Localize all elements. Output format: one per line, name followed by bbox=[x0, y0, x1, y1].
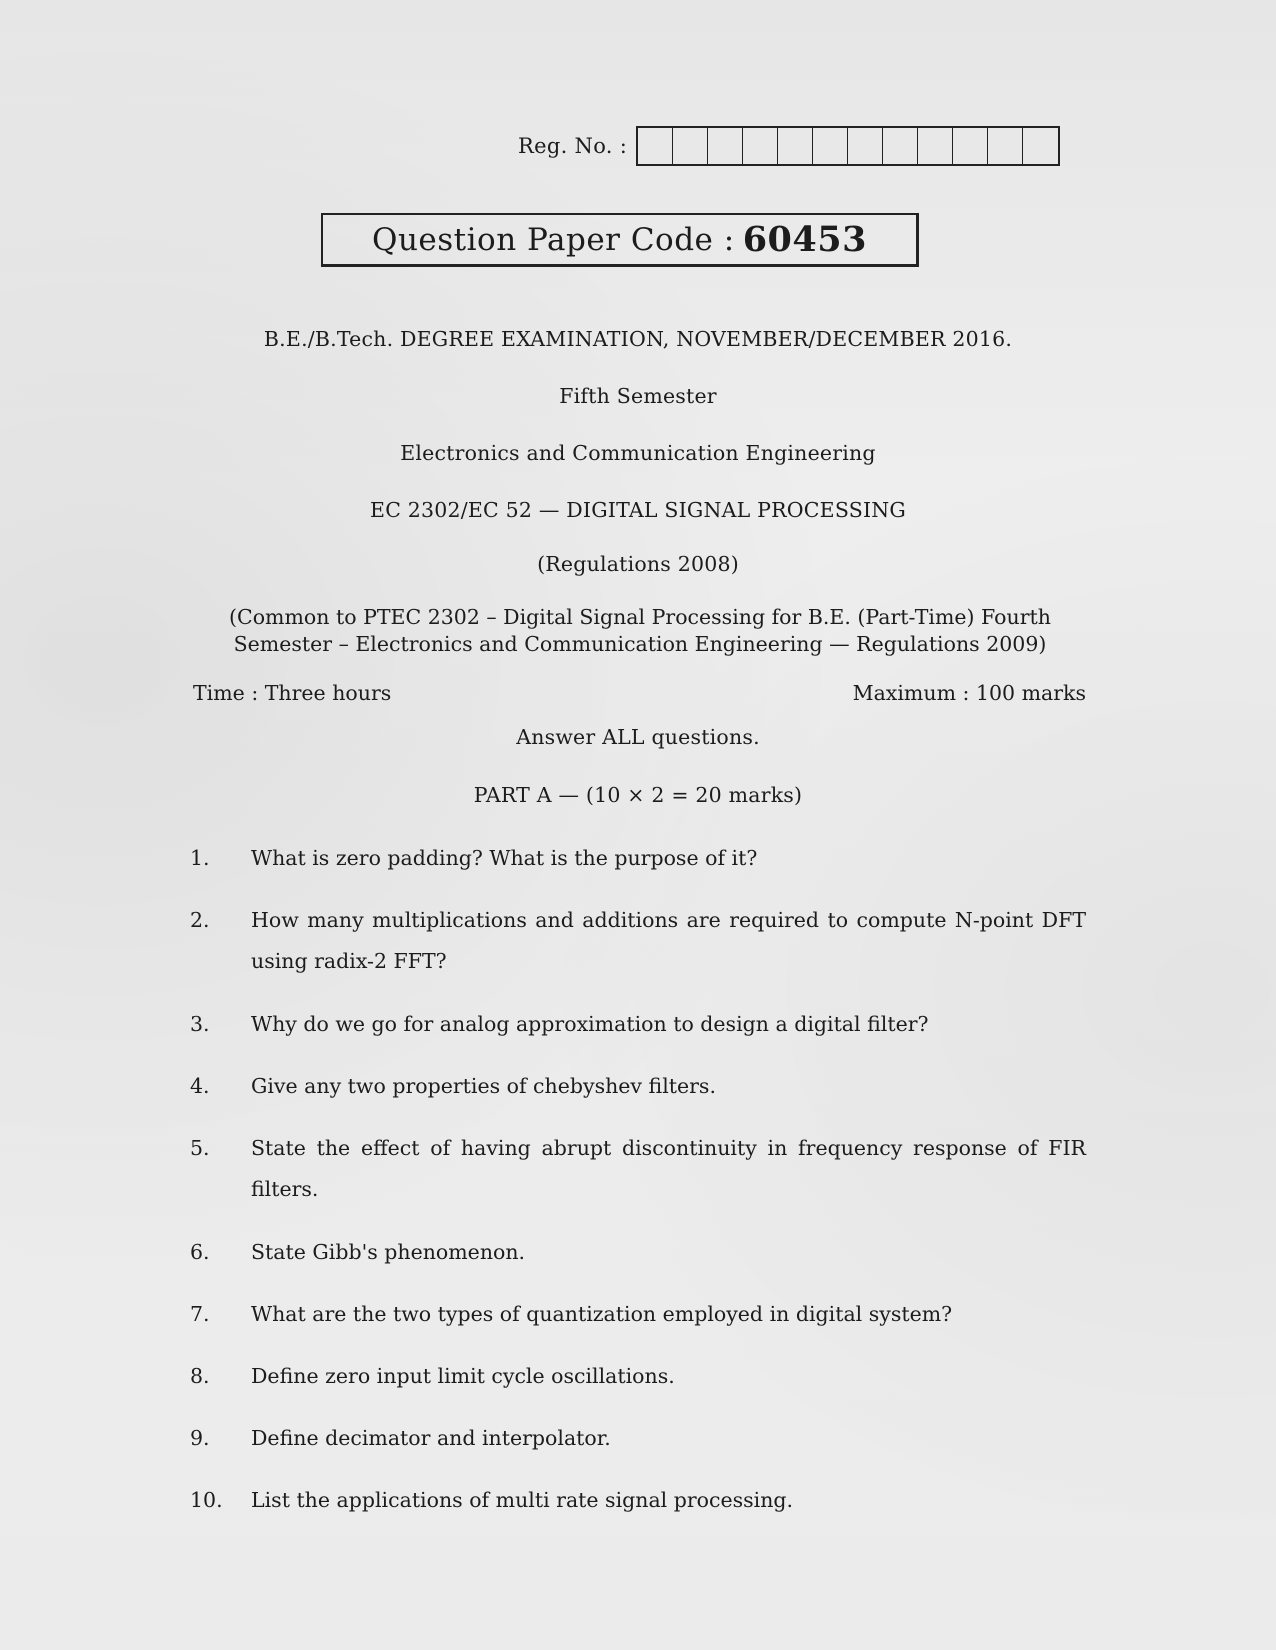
question-number: 4. bbox=[190, 1074, 210, 1098]
question-number: 8. bbox=[190, 1364, 210, 1388]
question-item bbox=[190, 838, 1086, 879]
question-number: 5. bbox=[190, 1136, 210, 1160]
reg-no-box[interactable] bbox=[848, 128, 883, 164]
semester: Fifth Semester bbox=[559, 384, 717, 408]
reg-no-box[interactable] bbox=[638, 128, 673, 164]
question-text: Define zero input limit cycle oscillations. bbox=[251, 1364, 675, 1388]
question-item bbox=[190, 1128, 1086, 1210]
question-item bbox=[190, 1418, 1086, 1459]
question-text: State Gibb's phenomenon. bbox=[251, 1240, 526, 1264]
reg-no-label: Reg. No. : bbox=[518, 134, 628, 158]
reg-no-box[interactable] bbox=[778, 128, 813, 164]
question-text: Give any two properties of chebyshev filters. bbox=[251, 1074, 716, 1098]
common-to-line: (Common to PTEC 2302 – Digital Signal Processing for B.E. (Part-Time) Fourth bbox=[229, 605, 1051, 629]
course-title: EC 2302/EC 52 — DIGITAL SIGNAL PROCESSING bbox=[370, 498, 906, 522]
part-a-heading: PART A — (10 × 2 = 20 marks) bbox=[473, 783, 803, 807]
question-text: What are the two types of quantization employed in digital system? bbox=[251, 1302, 953, 1326]
question-text: What is zero padding? What is the purpose of it? bbox=[251, 846, 758, 870]
question-paper-code-box bbox=[321, 213, 919, 267]
reg-no-box[interactable] bbox=[743, 128, 778, 164]
reg-no-box[interactable] bbox=[1023, 128, 1058, 164]
regulations: (Regulations 2008) bbox=[537, 552, 739, 576]
question-number: 6. bbox=[190, 1240, 210, 1264]
question-number: 1. bbox=[190, 846, 210, 870]
reg-no-box[interactable] bbox=[953, 128, 988, 164]
question-item bbox=[190, 1294, 1086, 1335]
common-to-line: Semester – Electronics and Communication Engineering — Regulations 2009) bbox=[233, 632, 1047, 656]
question-text: How many multiplications and additions are required to compute N-point DFT using radix-2 FFT? bbox=[251, 908, 1086, 973]
question-text: Why do we go for analog approximation to design a digital filter? bbox=[251, 1012, 929, 1036]
question-item bbox=[190, 1004, 1086, 1045]
reg-no-box[interactable] bbox=[813, 128, 848, 164]
reg-no-box[interactable] bbox=[673, 128, 708, 164]
question-number: 7. bbox=[190, 1302, 210, 1326]
instruction: Answer ALL questions. bbox=[516, 725, 760, 749]
reg-no-box[interactable] bbox=[918, 128, 953, 164]
reg-no-boxes bbox=[636, 126, 1060, 166]
question-paper-code-number: 60453 bbox=[742, 219, 867, 260]
reg-no bbox=[518, 126, 1060, 166]
reg-no-box[interactable] bbox=[988, 128, 1023, 164]
exam-title: B.E./B.Tech. DEGREE EXAMINATION, NOVEMBER/DECEMBER 2016. bbox=[263, 327, 1013, 351]
question-number: 2. bbox=[190, 908, 210, 932]
department: Electronics and Communication Engineering bbox=[400, 441, 876, 465]
question-item bbox=[190, 1356, 1086, 1397]
question-item bbox=[190, 900, 1086, 982]
question-number: 9. bbox=[190, 1426, 210, 1450]
question-item bbox=[190, 1232, 1086, 1273]
question-text: State the effect of having abrupt discontinuity in frequency response of FIR filters. bbox=[251, 1136, 1086, 1201]
common-to-note bbox=[200, 604, 1080, 658]
question-number: 3. bbox=[190, 1012, 210, 1036]
question-item bbox=[190, 1066, 1086, 1107]
time-allowed: Time : Three hours bbox=[193, 681, 392, 705]
reg-no-box[interactable] bbox=[883, 128, 918, 164]
question-paper-code-label: Question Paper Code : bbox=[372, 221, 735, 258]
maximum-marks: Maximum : 100 marks bbox=[852, 681, 1086, 705]
question-number: 10. bbox=[190, 1488, 223, 1512]
question-text: Define decimator and interpolator. bbox=[251, 1426, 611, 1450]
question-text: List the applications of multi rate signal processing. bbox=[251, 1488, 794, 1512]
question-item bbox=[190, 1480, 1086, 1521]
reg-no-box[interactable] bbox=[708, 128, 743, 164]
